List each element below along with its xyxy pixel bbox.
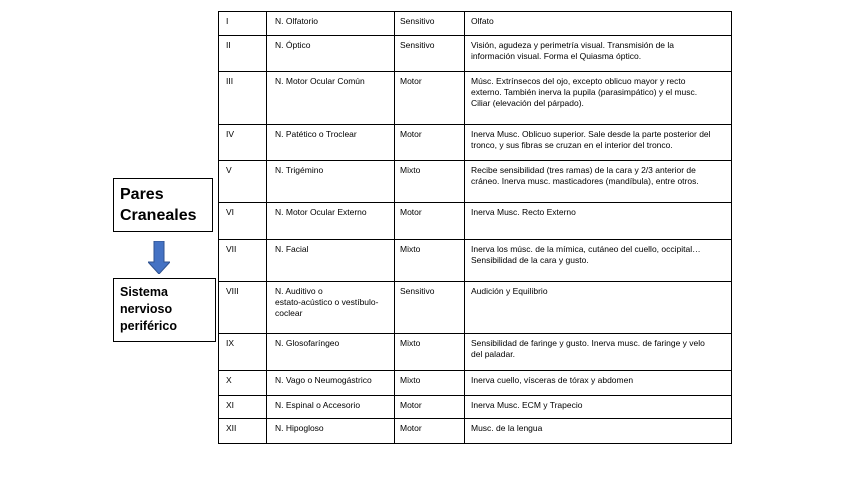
nerve-name-cell-line: N. Auditivo o <box>275 286 323 296</box>
nerve-name-cell <box>267 203 395 240</box>
nerve-name-cell <box>267 36 395 72</box>
nerve-name-cell <box>267 334 395 371</box>
table-row <box>219 334 732 371</box>
sistema-line3: periférico <box>120 319 177 333</box>
pares-craneales-box <box>113 178 213 232</box>
nerve-name-cell <box>267 12 395 36</box>
nerve-description-cell-line: tronco, y sus fibras se cruzan en el interior del tronco. <box>471 140 673 150</box>
nerve-description-cell <box>465 125 732 161</box>
table-row <box>219 240 732 282</box>
nerve-description-cell-line: Olfato <box>471 16 494 26</box>
nerve-name-cell-line: estato-acústico o vestíbulo- <box>275 297 379 307</box>
nerve-number-cell-line: VII <box>226 244 237 254</box>
nerve-name-cell <box>267 396 395 419</box>
nerve-number-cell <box>219 334 267 371</box>
nerve-type-cell <box>395 396 465 419</box>
nerve-type-cell-line: Sensitivo <box>400 16 435 26</box>
nerve-name-cell-line: N. Glosofaríngeo <box>275 338 340 348</box>
nerve-type-cell <box>395 161 465 203</box>
nerve-name-cell-line: coclear <box>275 308 303 318</box>
table-row <box>219 161 732 203</box>
nerve-type-cell <box>395 203 465 240</box>
nerve-number-cell <box>219 125 267 161</box>
nerve-type-cell-line: Motor <box>400 207 422 217</box>
nerve-description-cell <box>465 371 732 396</box>
cranial-nerves-table <box>218 11 732 444</box>
nerve-description-cell-line: externo. También inerva la pupila (parasimpático) y el musc. <box>471 87 698 97</box>
nerve-type-cell <box>395 371 465 396</box>
nerve-description-cell-line: información visual. Forma el Quiasma óptico. <box>471 51 642 61</box>
pares-craneales-title-line1: Pares <box>120 186 164 203</box>
nerve-type-cell-line: Motor <box>400 423 422 433</box>
nerve-type-cell <box>395 282 465 334</box>
nerve-description-cell-line: Inerva los músc. de la mímica, cutáneo del cuello, occipital… <box>471 244 701 254</box>
nerve-description-cell <box>465 12 732 36</box>
nerve-number-cell <box>219 396 267 419</box>
nerve-type-cell-line: Mixto <box>400 165 421 175</box>
nerve-name-cell-line: N. Trigémino <box>275 165 324 175</box>
nerve-description-cell <box>465 36 732 72</box>
nerve-number-cell <box>219 161 267 203</box>
nerve-number-cell <box>219 203 267 240</box>
nerve-description-cell-line: Audición y Equilibrio <box>471 286 548 296</box>
nerve-description-cell <box>465 419 732 444</box>
nerve-description-cell <box>465 72 732 125</box>
nerve-description-cell-line: Inerva cuello, vísceras de tórax y abdomen <box>471 375 634 385</box>
pares-craneales-title-line2: Craneales <box>120 207 197 224</box>
nerve-description-cell <box>465 282 732 334</box>
nerve-type-cell <box>395 72 465 125</box>
nerve-description-cell-line: Inerva Musc. Oblicuo superior. Sale desde la parte posterior del <box>471 129 711 139</box>
nerve-description-cell <box>465 203 732 240</box>
down-arrow-icon <box>148 241 170 274</box>
down-arrow-shape <box>148 241 170 274</box>
nerve-name-cell <box>267 125 395 161</box>
cranial-nerves-table-body <box>219 12 732 444</box>
nerve-number-cell <box>219 240 267 282</box>
nerve-number-cell-line: XII <box>226 423 237 433</box>
nerve-number-cell <box>219 282 267 334</box>
nerve-number-cell-line: VIII <box>226 286 239 296</box>
nerve-name-cell <box>267 161 395 203</box>
nerve-name-cell-line: N. Óptico <box>275 40 311 50</box>
nerve-name-cell <box>267 72 395 125</box>
sistema-line2: nervioso <box>120 302 173 316</box>
nerve-type-cell-line: Motor <box>400 400 422 410</box>
nerve-name-cell <box>267 371 395 396</box>
nerve-description-cell-line: Musc. de la lengua <box>471 423 543 433</box>
nerve-description-cell-line: Músc. Extrínsecos del ojo, excepto oblicuo mayor y recto <box>471 76 686 86</box>
nerve-description-cell <box>465 161 732 203</box>
table-row <box>219 371 732 396</box>
nerve-name-cell <box>267 282 395 334</box>
nerve-description-cell-line: Sensibilidad de faringe y gusto. Inerva musc. de faringe y velo <box>471 338 705 348</box>
nerve-number-cell <box>219 72 267 125</box>
nerve-description-cell-line: Ciliar (elevación del párpado). <box>471 98 584 108</box>
nerve-description-cell-line: Sensibilidad de la cara y gusto. <box>471 255 589 265</box>
nerve-name-cell <box>267 240 395 282</box>
table-row <box>219 72 732 125</box>
nerve-number-cell <box>219 36 267 72</box>
nerve-description-cell-line: Inerva Musc. Recto Externo <box>471 207 576 217</box>
nerve-name-cell-line: N. Olfatorio <box>275 16 318 26</box>
nerve-type-cell <box>395 419 465 444</box>
nerve-description-cell-line: cráneo. Inerva musc. masticadores (mandíbula), entre otros. <box>471 176 699 186</box>
nerve-description-cell-line: Inerva Musc. ECM y Trapecio <box>471 400 583 410</box>
nerve-type-cell <box>395 125 465 161</box>
nerve-name-cell-line: N. Espinal o Accesorio <box>275 400 361 410</box>
nerve-type-cell-line: Motor <box>400 129 422 139</box>
table-row <box>219 396 732 419</box>
nerve-number-cell <box>219 419 267 444</box>
nerve-number-cell-line: X <box>226 375 232 385</box>
nerve-description-cell-line: del paladar. <box>471 349 515 359</box>
nerve-number-cell-line: II <box>226 40 231 50</box>
table-row <box>219 125 732 161</box>
nerve-name-cell <box>267 419 395 444</box>
nerve-type-cell <box>395 36 465 72</box>
nerve-description-cell <box>465 396 732 419</box>
nerve-type-cell-line: Sensitivo <box>400 286 435 296</box>
table-row <box>219 282 732 334</box>
nerve-type-cell-line: Sensitivo <box>400 40 435 50</box>
nerve-number-cell-line: IX <box>226 338 235 348</box>
nerve-number-cell-line: IV <box>226 129 235 139</box>
table-row <box>219 12 732 36</box>
nerve-description-cell <box>465 334 732 371</box>
nerve-number-cell-line: VI <box>226 207 235 217</box>
nerve-number-cell-line: V <box>226 165 232 175</box>
nerve-description-cell-line: Visión, agudeza y perimetría visual. Transmisión de la <box>471 40 674 50</box>
nerve-number-cell-line: III <box>226 76 234 86</box>
nerve-type-cell <box>395 240 465 282</box>
nerve-number-cell <box>219 371 267 396</box>
nerve-type-cell-line: Mixto <box>400 375 421 385</box>
nerve-name-cell-line: N. Patético o Troclear <box>275 129 357 139</box>
nerve-type-cell <box>395 334 465 371</box>
sistema-nervioso-box <box>113 278 216 342</box>
nerve-name-cell-line: N. Motor Ocular Externo <box>275 207 367 217</box>
nerve-type-cell-line: Mixto <box>400 244 421 254</box>
nerve-description-cell-line: Recibe sensibilidad (tres ramas) de la cara y 2/3 anterior de <box>471 165 696 175</box>
nerve-name-cell-line: N. Hipogloso <box>275 423 324 433</box>
nerve-name-cell-line: N. Motor Ocular Común <box>275 76 365 86</box>
nerve-number-cell-line: XI <box>226 400 235 410</box>
nerve-number-cell <box>219 12 267 36</box>
nerve-description-cell <box>465 240 732 282</box>
nerve-type-cell <box>395 12 465 36</box>
table-row <box>219 419 732 444</box>
table-row <box>219 203 732 240</box>
nerve-type-cell-line: Motor <box>400 76 422 86</box>
nerve-name-cell-line: N. Vago o Neumogástrico <box>275 375 372 385</box>
sistema-line1: Sistema <box>120 285 168 299</box>
nerve-name-cell-line: N. Facial <box>275 244 309 254</box>
table-row <box>219 36 732 72</box>
nerve-number-cell-line: I <box>226 16 229 26</box>
nerve-type-cell-line: Mixto <box>400 338 421 348</box>
